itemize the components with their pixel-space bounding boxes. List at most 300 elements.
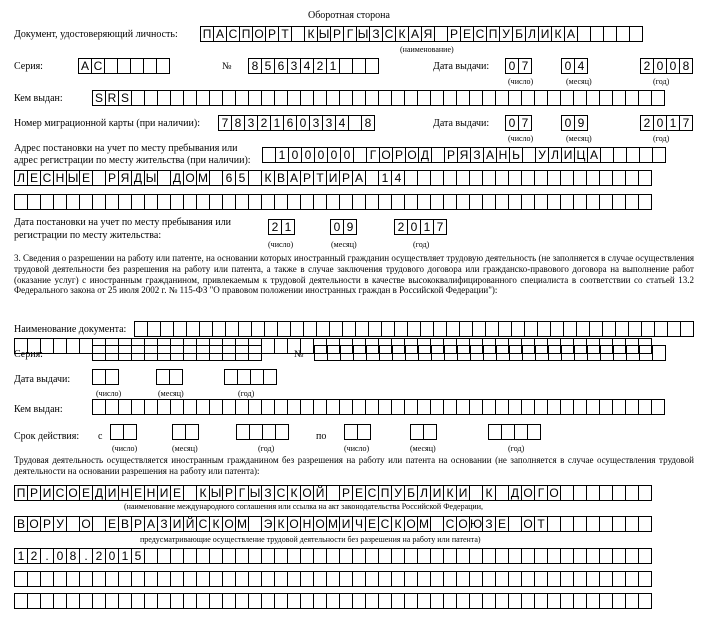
char-cell[interactable] [224,369,238,385]
char-cell[interactable] [274,90,288,106]
char-cell[interactable] [186,321,200,337]
char-cell[interactable]: С [40,170,54,186]
char-cell[interactable] [602,321,616,337]
char-cell[interactable] [599,548,613,564]
char-cell[interactable] [248,593,262,609]
char-cell[interactable] [430,593,444,609]
char-cell[interactable] [482,548,496,564]
char-cell[interactable]: П [14,485,28,501]
char-cell[interactable] [235,194,249,210]
char-cell[interactable] [378,593,392,609]
char-cell[interactable] [612,593,626,609]
char-cell[interactable] [105,593,119,609]
char-cell[interactable]: У [535,147,549,163]
char-cell[interactable] [92,345,106,361]
char-cell[interactable] [300,399,314,415]
validity-from-day-cells[interactable] [110,424,136,440]
char-cell[interactable]: С [274,485,288,501]
char-cell[interactable]: М [198,171,208,185]
char-cell[interactable] [261,194,275,210]
char-cell[interactable] [547,194,561,210]
char-cell[interactable] [238,321,252,337]
char-cell[interactable] [170,90,184,106]
char-cell[interactable]: О [456,516,470,532]
char-cell[interactable] [483,345,497,361]
char-cell[interactable] [144,90,158,106]
char-cell[interactable]: Е [495,516,509,532]
char-cell[interactable] [638,170,652,186]
char-cell[interactable]: Б [512,26,526,42]
char-cell[interactable] [157,170,171,186]
number-cells[interactable] [248,58,378,74]
char-cell[interactable] [457,345,471,361]
char-cell[interactable] [573,571,587,587]
char-cell[interactable] [495,399,509,415]
char-cell[interactable]: И [170,516,184,532]
char-cell[interactable]: Н [496,147,510,163]
char-cell[interactable]: 9 [574,115,588,131]
char-cell[interactable] [157,548,171,564]
char-cell[interactable] [459,321,473,337]
char-cell[interactable] [378,90,392,106]
char-cell[interactable] [235,571,249,587]
char-cell[interactable]: Р [392,147,406,163]
char-cell[interactable] [573,399,587,415]
char-cell[interactable] [339,548,353,564]
char-cell[interactable] [248,399,262,415]
issue-year-cells[interactable] [640,58,692,74]
char-cell[interactable] [131,90,145,106]
char-cell[interactable] [352,399,366,415]
char-cell[interactable]: 0 [653,115,667,131]
char-cell[interactable] [118,571,132,587]
char-cell[interactable] [638,399,652,415]
address-cells-1[interactable] [262,147,665,163]
char-cell[interactable]: К [391,516,405,532]
char-cell[interactable]: Т [313,170,327,186]
char-cell[interactable]: П [378,485,392,501]
char-cell[interactable] [275,424,289,440]
char-cell[interactable] [612,571,626,587]
char-cell[interactable]: 2 [257,115,271,131]
char-cell[interactable] [495,194,509,210]
char-cell[interactable] [586,571,600,587]
char-cell[interactable]: 8 [248,58,262,74]
work-number-cells[interactable] [314,345,665,361]
char-cell[interactable] [469,571,483,587]
char-cell[interactable] [430,548,444,564]
char-cell[interactable] [170,593,184,609]
char-cell[interactable]: Н [300,516,314,532]
char-cell[interactable] [587,345,601,361]
validity-to-day-cells[interactable] [344,424,370,440]
char-cell[interactable] [274,399,288,415]
char-cell[interactable] [79,593,93,609]
char-cell[interactable] [625,170,639,186]
char-cell[interactable] [469,485,483,501]
char-cell[interactable]: 0 [301,147,315,163]
char-cell[interactable] [79,194,93,210]
char-cell[interactable] [456,548,470,564]
char-cell[interactable] [456,593,470,609]
char-cell[interactable]: 0 [296,115,310,131]
char-cell[interactable] [625,194,639,210]
char-cell[interactable] [430,194,444,210]
char-cell[interactable] [378,571,392,587]
char-cell[interactable]: С [365,485,379,501]
char-cell[interactable] [444,345,458,361]
char-cell[interactable] [404,548,418,564]
char-cell[interactable]: П [200,26,214,42]
char-cell[interactable] [508,548,522,564]
treaty-cells-4[interactable] [14,571,651,587]
char-cell[interactable] [209,345,223,361]
char-cell[interactable] [123,424,137,440]
char-cell[interactable]: Г [534,485,548,501]
char-cell[interactable] [313,399,327,415]
treaty-cells-3[interactable] [14,548,651,564]
char-cell[interactable] [589,321,603,337]
char-cell[interactable]: Е [460,26,474,42]
char-cell[interactable]: 0 [666,58,680,74]
char-cell[interactable] [586,516,600,532]
char-cell[interactable] [628,321,642,337]
char-cell[interactable] [352,548,366,564]
char-cell[interactable] [131,399,145,415]
char-cell[interactable]: О [183,170,197,186]
char-cell[interactable] [287,399,301,415]
char-cell[interactable] [352,571,366,587]
char-cell[interactable] [248,170,262,186]
char-cell[interactable]: 8 [231,115,245,131]
char-cell[interactable]: 7 [518,58,532,74]
char-cell[interactable] [313,194,327,210]
char-cell[interactable] [326,548,340,564]
char-cell[interactable]: Д [170,170,184,186]
char-cell[interactable] [27,571,41,587]
char-cell[interactable] [547,571,561,587]
char-cell[interactable] [612,194,626,210]
char-cell[interactable]: 1 [666,115,680,131]
char-cell[interactable]: Н [118,485,132,501]
char-cell[interactable] [261,90,275,106]
char-cell[interactable] [147,321,161,337]
char-cell[interactable] [235,593,249,609]
char-cell[interactable] [638,485,652,501]
char-cell[interactable] [222,399,236,415]
char-cell[interactable] [287,571,301,587]
char-cell[interactable] [573,593,587,609]
char-cell[interactable]: 0 [288,147,302,163]
char-cell[interactable]: Р [330,26,344,42]
char-cell[interactable] [680,321,694,337]
char-cell[interactable] [430,90,444,106]
char-cell[interactable] [548,345,562,361]
char-cell[interactable] [327,345,341,361]
char-cell[interactable]: Л [525,26,539,42]
char-cell[interactable] [573,170,587,186]
work-series-cells[interactable] [92,345,261,361]
char-cell[interactable] [612,548,626,564]
char-cell[interactable]: S [92,90,106,106]
char-cell[interactable]: Б [404,485,418,501]
char-cell[interactable] [118,399,132,415]
char-cell[interactable]: С [443,516,457,532]
char-cell[interactable] [303,321,317,337]
char-cell[interactable] [537,321,551,337]
char-cell[interactable]: 9 [343,219,357,235]
char-cell[interactable] [222,593,236,609]
char-cell[interactable] [485,321,499,337]
char-cell[interactable]: К [304,26,318,42]
char-cell[interactable] [443,548,457,564]
char-cell[interactable] [391,571,405,587]
char-cell[interactable] [430,516,444,532]
char-cell[interactable] [92,369,106,385]
char-cell[interactable]: Я [457,147,471,163]
char-cell[interactable]: Е [79,485,93,501]
char-cell[interactable] [143,58,157,74]
char-cell[interactable] [40,194,54,210]
char-cell[interactable] [170,345,184,361]
char-cell[interactable] [183,399,197,415]
char-cell[interactable] [92,170,106,186]
char-cell[interactable] [144,345,158,361]
char-cell[interactable] [92,571,106,587]
char-cell[interactable]: 3 [244,115,258,131]
char-cell[interactable]: У [391,485,405,501]
char-cell[interactable]: К [395,26,409,42]
char-cell[interactable] [469,593,483,609]
char-cell[interactable] [638,571,652,587]
char-cell[interactable] [209,399,223,415]
char-cell[interactable] [560,516,574,532]
char-cell[interactable] [248,571,262,587]
validity-from-month-cells[interactable] [172,424,198,440]
char-cell[interactable]: 3 [322,115,336,131]
treaty-cells-2[interactable] [14,516,651,532]
char-cell[interactable] [329,321,343,337]
char-cell[interactable] [92,194,106,210]
char-cell[interactable] [170,548,184,564]
char-cell[interactable]: З [261,485,275,501]
char-cell[interactable]: С [378,516,392,532]
char-cell[interactable]: 5 [131,548,145,564]
char-cell[interactable] [405,345,419,361]
char-cell[interactable] [355,321,369,337]
char-cell[interactable] [560,571,574,587]
char-cell[interactable] [586,485,600,501]
char-cell[interactable] [287,90,301,106]
char-cell[interactable] [225,321,239,337]
char-cell[interactable] [66,593,80,609]
char-cell[interactable] [185,424,199,440]
char-cell[interactable]: Р [300,170,314,186]
char-cell[interactable] [134,321,148,337]
char-cell[interactable]: М [237,517,247,531]
char-cell[interactable] [534,399,548,415]
char-cell[interactable] [183,548,197,564]
char-cell[interactable] [326,571,340,587]
char-cell[interactable] [470,345,484,361]
char-cell[interactable] [300,548,314,564]
char-cell[interactable]: 2 [92,548,106,564]
registration-year-cells[interactable] [394,219,446,235]
char-cell[interactable] [625,399,639,415]
char-cell[interactable]: Н [53,170,67,186]
char-cell[interactable] [404,170,418,186]
char-cell[interactable] [573,516,587,532]
char-cell[interactable] [577,26,591,42]
char-cell[interactable]: К [209,516,223,532]
char-cell[interactable]: А [213,26,227,42]
char-cell[interactable] [417,571,431,587]
char-cell[interactable] [248,90,262,106]
char-cell[interactable]: Е [131,485,145,501]
char-cell[interactable]: 4 [391,170,405,186]
char-cell[interactable] [235,548,249,564]
char-cell[interactable]: . [40,548,54,564]
char-cell[interactable]: О [379,147,393,163]
char-cell[interactable]: 1 [420,219,434,235]
char-cell[interactable] [625,571,639,587]
char-cell[interactable]: Ы [145,171,157,185]
char-cell[interactable]: 5 [261,58,275,74]
char-cell[interactable]: В [14,516,28,532]
char-cell[interactable] [53,194,67,210]
char-cell[interactable] [521,90,535,106]
char-cell[interactable] [313,593,327,609]
char-cell[interactable] [156,58,170,74]
char-cell[interactable] [654,321,668,337]
char-cell[interactable] [534,548,548,564]
char-cell[interactable] [535,345,549,361]
char-cell[interactable] [469,548,483,564]
char-cell[interactable] [391,399,405,415]
char-cell[interactable] [599,516,613,532]
char-cell[interactable]: О [222,516,236,532]
char-cell[interactable]: 7 [433,219,447,235]
char-cell[interactable]: Й [183,516,197,532]
char-cell[interactable] [521,399,535,415]
char-cell[interactable] [157,90,171,106]
char-cell[interactable] [560,548,574,564]
char-cell[interactable] [652,345,666,361]
char-cell[interactable]: И [430,485,444,501]
char-cell[interactable] [339,571,353,587]
char-cell[interactable] [417,194,431,210]
char-cell[interactable] [365,58,379,74]
registration-day-cells[interactable] [268,219,294,235]
char-cell[interactable] [612,399,626,415]
char-cell[interactable] [53,593,67,609]
char-cell[interactable]: А [352,170,366,186]
char-cell[interactable] [352,593,366,609]
char-cell[interactable] [495,571,509,587]
char-cell[interactable]: S [118,90,132,106]
char-cell[interactable] [274,338,288,354]
char-cell[interactable] [509,345,523,361]
char-cell[interactable] [391,548,405,564]
char-cell[interactable] [417,90,431,106]
char-cell[interactable] [638,593,652,609]
char-cell[interactable] [339,593,353,609]
char-cell[interactable] [131,593,145,609]
char-cell[interactable]: И [105,485,119,501]
char-cell[interactable] [469,399,483,415]
char-cell[interactable] [277,321,291,337]
char-cell[interactable] [316,321,330,337]
char-cell[interactable] [248,516,262,532]
char-cell[interactable] [625,516,639,532]
char-cell[interactable]: Й [313,485,327,501]
char-cell[interactable]: Р [447,26,461,42]
char-cell[interactable] [40,571,54,587]
char-cell[interactable] [560,194,574,210]
char-cell[interactable] [561,345,575,361]
char-cell[interactable]: Г [235,485,249,501]
char-cell[interactable]: Э [261,516,275,532]
char-cell[interactable] [183,90,197,106]
char-cell[interactable]: 6 [274,58,288,74]
char-cell[interactable] [144,593,158,609]
char-cell[interactable] [420,321,434,337]
char-cell[interactable]: И [326,170,340,186]
char-cell[interactable]: Т [278,26,292,42]
char-cell[interactable]: К [274,516,288,532]
char-cell[interactable] [482,399,496,415]
char-cell[interactable]: 0 [653,58,667,74]
char-cell[interactable] [212,321,226,337]
char-cell[interactable] [573,485,587,501]
char-cell[interactable] [482,194,496,210]
char-cell[interactable] [521,548,535,564]
char-cell[interactable] [105,194,119,210]
char-cell[interactable] [498,321,512,337]
char-cell[interactable]: А [287,170,301,186]
char-cell[interactable]: 0 [340,147,354,163]
char-cell[interactable] [183,571,197,587]
char-cell[interactable]: К [196,485,210,501]
char-cell[interactable] [237,369,251,385]
char-cell[interactable]: Е [365,516,379,532]
char-cell[interactable] [563,321,577,337]
char-cell[interactable] [66,338,80,354]
char-cell[interactable] [626,345,640,361]
char-cell[interactable] [599,485,613,501]
char-cell[interactable]: 0 [53,548,67,564]
char-cell[interactable] [274,593,288,609]
char-cell[interactable]: 3 [309,115,323,131]
char-cell[interactable] [560,170,574,186]
char-cell[interactable] [66,194,80,210]
char-cell[interactable]: С [196,516,210,532]
char-cell[interactable] [521,170,535,186]
char-cell[interactable]: Р [105,170,119,186]
char-cell[interactable]: 4 [300,58,314,74]
char-cell[interactable] [508,516,522,532]
char-cell[interactable] [352,90,366,106]
char-cell[interactable] [248,194,262,210]
char-cell[interactable] [576,321,590,337]
char-cell[interactable] [235,90,249,106]
char-cell[interactable] [522,147,536,163]
char-cell[interactable]: Ы [249,486,261,500]
char-cell[interactable] [313,90,327,106]
char-cell[interactable] [14,571,28,587]
char-cell[interactable]: Д [92,485,106,501]
char-cell[interactable]: 7 [218,115,232,131]
